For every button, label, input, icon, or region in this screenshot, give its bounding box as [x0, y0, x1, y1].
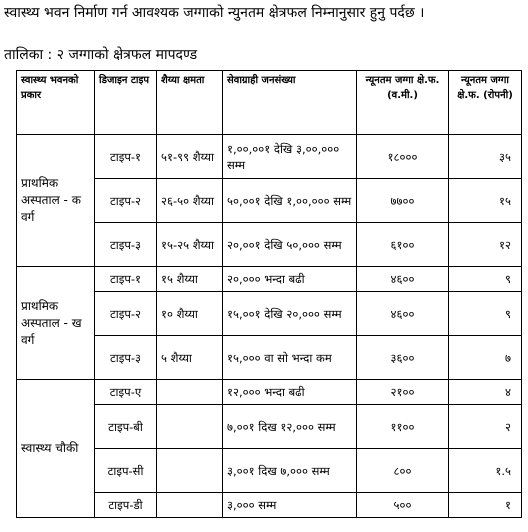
header-design-type: डिजाइन टाइप [95, 71, 157, 135]
area-sqm-cell: ६१०० [357, 223, 449, 267]
area-ropani-cell: ४ [449, 380, 522, 405]
intro-paragraph: स्वास्थ्य भवन निर्माण गर्न आवश्यक जग्गाको न्युनतम क्षेत्रफल निम्नानुसार हुनु पर्दछ । [4, 5, 425, 21]
area-sqm-cell: ८०० [357, 449, 449, 493]
type-cell: टाइप-१ [95, 135, 157, 179]
type-cell: टाइप-बी [95, 405, 157, 449]
population-cell: २०,००० भन्दा बढी [223, 267, 357, 292]
type-cell: टाइप-२ [95, 179, 157, 223]
population-cell: १५,००१ देखि २०,००० सम्म [223, 292, 357, 336]
population-cell: ३,००१ दिख ७,००० सम्म [223, 449, 357, 493]
type-cell: टाइप-ए [95, 380, 157, 405]
beds-cell [157, 493, 223, 518]
facility-cell: प्राथमिक अस्पताल - क वर्ग [17, 135, 95, 267]
area-ropani-cell: ९ [449, 267, 522, 292]
area-sqm-cell: १८००० [357, 135, 449, 179]
header-row [17, 71, 522, 135]
beds-cell: १० शैय्या [157, 292, 223, 336]
population-cell: १२,००० भन्दा बढी [223, 380, 357, 405]
population-cell: ३,००० सम्म [223, 493, 357, 518]
area-sqm-cell: ५०० [357, 493, 449, 518]
population-cell: ५०,००१ देखि १,००,००० सम्म [223, 179, 357, 223]
area-sqm-cell: ४६०० [357, 292, 449, 336]
beds-cell: ५१-९९ शैय्या [157, 135, 223, 179]
table-row [17, 380, 522, 405]
area-sqm-cell: २१०० [357, 380, 449, 405]
header-facility-type: स्वास्थ्य भवनको प्रकार [17, 71, 95, 135]
area-ropani-cell: ३५ [449, 135, 522, 179]
beds-cell: १५-२५ शैय्या [157, 223, 223, 267]
beds-cell [157, 449, 223, 493]
area-sqm-cell: ४६०० [357, 267, 449, 292]
population-cell: १५,००० वा सो भन्दा कम [223, 336, 357, 380]
type-cell: टाइप-१ [95, 267, 157, 292]
land-area-table [16, 70, 522, 518]
type-cell: टाइप-डी [95, 493, 157, 518]
population-cell: २०,००१ देखि ५०,००० सम्म [223, 223, 357, 267]
area-ropani-cell: ७ [449, 336, 522, 380]
area-ropani-cell: १२ [449, 223, 522, 267]
area-ropani-cell: १ [449, 493, 522, 518]
area-ropani-cell: १.५ [449, 449, 522, 493]
type-cell: टाइप-३ [95, 223, 157, 267]
header-bed-capacity: शैय्या क्षमता [157, 71, 223, 135]
table-caption: तालिका : २ जग्गाको क्षेत्रफल मापदण्ड [4, 47, 198, 63]
header-area-ropani: न्यूनतम जग्गा क्षे.फ. (रोपनी) [449, 71, 522, 135]
population-cell: ७,००१ दिख १२,००० सम्म [223, 405, 357, 449]
area-sqm-cell: ७७०० [357, 179, 449, 223]
table-row [17, 135, 522, 179]
area-ropani-cell: ९ [449, 292, 522, 336]
type-cell: टाइप-२ [95, 292, 157, 336]
area-ropani-cell: १५ [449, 179, 522, 223]
header-population: सेवाग्राही जनसंख्या [223, 71, 357, 135]
population-cell: १,००,००१ देखि ३,००,००० सम्म [223, 135, 357, 179]
beds-cell: ५ शैय्या [157, 336, 223, 380]
table-row [17, 267, 522, 292]
facility-cell: स्वास्थ्य चौकी [17, 380, 95, 518]
type-cell: टाइप-३ [95, 336, 157, 380]
beds-cell: १५ शैय्या [157, 267, 223, 292]
beds-cell [157, 405, 223, 449]
area-sqm-cell: ११०० [357, 405, 449, 449]
facility-cell: प्राथमिक अस्पताल - ख वर्ग [17, 267, 95, 380]
type-cell: टाइप-सी [95, 449, 157, 493]
area-ropani-cell: २ [449, 405, 522, 449]
header-area-sqm: न्यूनतम जग्गा क्षे.फ. (व.मी.) [357, 71, 449, 135]
beds-cell [157, 380, 223, 405]
area-sqm-cell: ३६०० [357, 336, 449, 380]
beds-cell: २६-५० शैय्या [157, 179, 223, 223]
